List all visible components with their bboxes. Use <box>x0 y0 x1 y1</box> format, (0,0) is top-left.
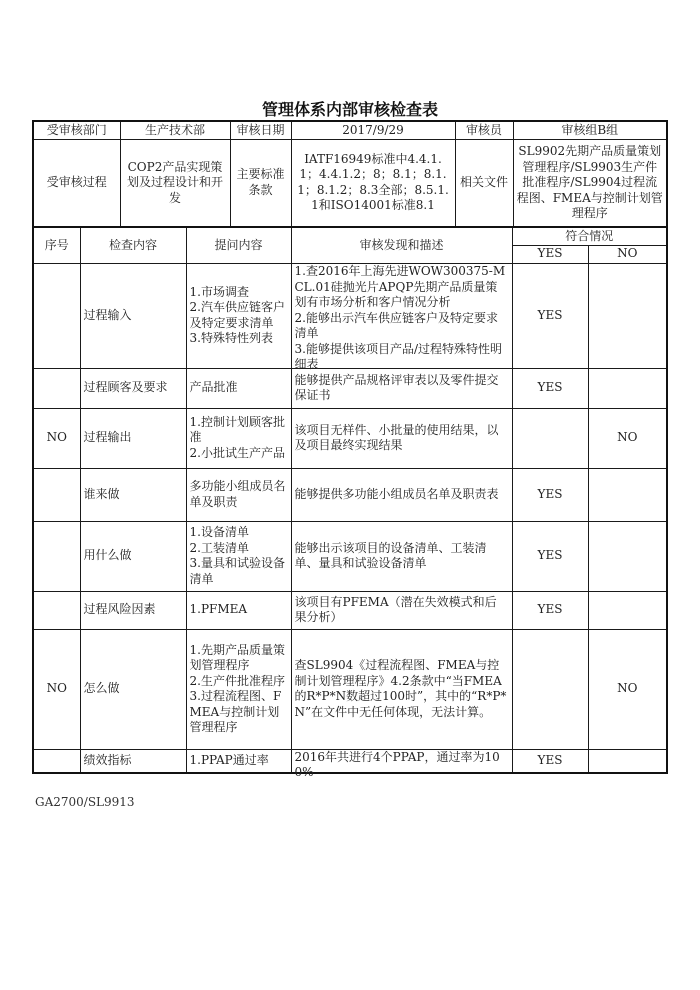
conformity-yes <box>512 468 588 521</box>
docs-label: 相关文件 <box>455 139 513 227</box>
check-content <box>80 749 186 773</box>
question-content-text: 1.控制计划顾客批准 2.小批试生产产品 <box>189 414 285 460</box>
check-content-text: 过程输出 <box>83 430 132 445</box>
question-content-text: 1.PFMEA <box>189 602 248 617</box>
row-number <box>33 263 80 368</box>
row-number <box>33 521 80 591</box>
audit-finding <box>291 408 512 468</box>
audit-finding <box>291 521 512 591</box>
col-header-no: 序号 <box>33 227 80 263</box>
table-row <box>33 629 667 749</box>
col-header-no-conform: NO <box>588 245 667 263</box>
table-row <box>33 468 667 521</box>
conformity-yes-text: YES <box>537 753 563 767</box>
question-content <box>186 749 291 773</box>
audit-finding-text: 2016年共进行4个PPAP，通过率为100% <box>294 749 500 780</box>
row-number <box>33 368 80 408</box>
check-content <box>80 521 186 591</box>
check-content <box>80 263 186 368</box>
col-header-content: 检查内容 <box>80 227 186 263</box>
question-content <box>186 591 291 629</box>
table-row <box>33 368 667 408</box>
table-row <box>33 521 667 591</box>
audit-finding-text: 查SL9904《过程流程图、FMEA与控制计划管理程序》4.2条款中“当FMEA的R*P*N数超过100时”，其中的“R*P*N”在文件中无任何体现，无法计算。 <box>294 658 507 719</box>
audit-finding-text: 能够出示该项目的设备清单、工装清单、量具和试验设备清单 <box>294 540 487 570</box>
date-label: 审核日期 <box>230 121 291 139</box>
conformity-yes-text: YES <box>537 548 563 563</box>
check-content-text: 谁来做 <box>83 486 120 501</box>
conformity-yes <box>512 408 588 468</box>
conformity-no-text: NO <box>617 681 638 696</box>
conformity-no <box>588 408 667 468</box>
row-number <box>33 749 80 773</box>
header-info-table <box>32 120 668 228</box>
check-content <box>80 629 186 749</box>
conformity-no <box>588 629 667 749</box>
table-row <box>33 749 667 773</box>
conformity-yes <box>512 263 588 368</box>
question-content-text: 多功能小组成员名单及职责 <box>189 479 286 509</box>
check-content <box>80 408 186 468</box>
process-value: COP2产品实现策划及过程设计和开发 <box>120 139 230 227</box>
page-title: 管理体系内部审核检查表 <box>261 100 438 119</box>
row-number <box>33 408 80 468</box>
check-content <box>80 591 186 629</box>
table-row <box>33 263 667 368</box>
clause-label: 主要标准条款 <box>230 139 291 227</box>
date-value: 2017/9/29 <box>291 121 455 139</box>
clause-value: IATF16949标准中4.4.1.1；4.4.1.2；8；8.1；8.1.1；8.1.2；8.3全部；8.5.1.1和ISO14001标准8.1 <box>291 139 455 227</box>
check-content <box>80 468 186 521</box>
check-content-text: 用什么做 <box>83 548 132 563</box>
conformity-no <box>588 468 667 521</box>
conformity-yes-text: YES <box>537 602 563 617</box>
conformity-yes <box>512 749 588 773</box>
question-content-text: 1.PPAP通过率 <box>189 753 269 767</box>
auditor-label: 审核员 <box>455 121 513 139</box>
row-number <box>33 629 80 749</box>
dept-label: 受审核部门 <box>33 121 120 139</box>
question-content <box>186 629 291 749</box>
check-content-text: 过程输入 <box>83 307 132 322</box>
conformity-yes <box>512 629 588 749</box>
col-header-finding: 审核发现和描述 <box>291 227 512 263</box>
conformity-yes-text: YES <box>537 486 563 501</box>
audit-finding-text: 能够提供多功能小组成员名单及职责表 <box>294 486 499 501</box>
audit-finding <box>291 468 512 521</box>
question-content <box>186 468 291 521</box>
check-content-text: 过程风险因素 <box>83 602 156 617</box>
auditor-value: 审核组B组 <box>513 121 667 139</box>
dept-value: 生产技术部 <box>120 121 230 139</box>
question-content-text: 1.设备清单 2.工装清单 3.量具和试验设备清单 <box>189 525 285 586</box>
question-content-text: 1.市场调查 2.汽车供应链客户及特定要求清单 3.特殊特性列表 <box>189 284 285 345</box>
question-content-text: 1.先期产品质量策划管理程序 2.生产件批准程序 3.过程流程图、FMEA与控制计划管理程序 <box>189 642 285 734</box>
col-header-question: 提问内容 <box>186 227 291 263</box>
question-content <box>186 263 291 368</box>
audit-finding <box>291 263 512 371</box>
process-label: 受审核过程 <box>33 139 120 227</box>
conformity-no <box>588 749 667 773</box>
check-content-text: 怎么做 <box>83 681 120 696</box>
conformity-no <box>588 591 667 629</box>
row-number-text: NO <box>46 681 67 696</box>
table-row <box>33 591 667 629</box>
audit-finding <box>291 629 512 749</box>
question-content-text: 产品批准 <box>189 380 238 395</box>
check-content-text: 绩效指标 <box>83 753 132 767</box>
check-content <box>80 368 186 408</box>
row-number <box>33 468 80 521</box>
conformity-yes-text: YES <box>537 307 563 322</box>
audit-finding-text: 该项目无样件、小批量的使用结果，以及项目最终实现结果 <box>294 422 499 452</box>
col-header-yes: YES <box>512 245 588 263</box>
audit-finding <box>291 749 512 780</box>
conformity-yes <box>512 368 588 408</box>
conformity-yes-text: YES <box>537 380 563 395</box>
conformity-no <box>588 263 667 368</box>
col-header-conformity: 符合情况 <box>512 227 667 245</box>
conformity-no <box>588 521 667 591</box>
conformity-yes <box>512 521 588 591</box>
audit-finding-text: 1.查2016年上海先进WOW300375-MCL.01硅抛光片APQP先期产品质量策划有市场分析和客户情况分析 2.能够出示汽车供应链客户及特定要求清单 3.能够提供该项目产品/过程特殊特性明细表 <box>294 264 506 371</box>
audit-checklist-table <box>32 226 668 780</box>
audit-finding <box>291 368 512 408</box>
conformity-yes <box>512 591 588 629</box>
question-content <box>186 368 291 408</box>
question-content <box>186 521 291 591</box>
conformity-no <box>588 368 667 408</box>
document-code: GA2700/SL9913 <box>35 795 135 809</box>
row-number <box>33 591 80 629</box>
audit-finding-text: 该项目有PFEMA（潜在失效模式和后果分析） <box>294 594 497 624</box>
audit-finding-text: 能够提供产品规格评审表以及零件提交保证书 <box>294 372 499 402</box>
table-row <box>33 408 667 468</box>
check-content-text: 过程顾客及要求 <box>83 380 168 395</box>
conformity-no-text: NO <box>617 430 638 445</box>
question-content <box>186 408 291 468</box>
audit-finding <box>291 591 512 629</box>
row-number-text: NO <box>46 430 67 445</box>
docs-value: SL9902先期产品质量策划管理程序/SL9903生产件批准程序/SL9904过程流程图、FMEA与控制计划管理程序 <box>513 139 667 227</box>
